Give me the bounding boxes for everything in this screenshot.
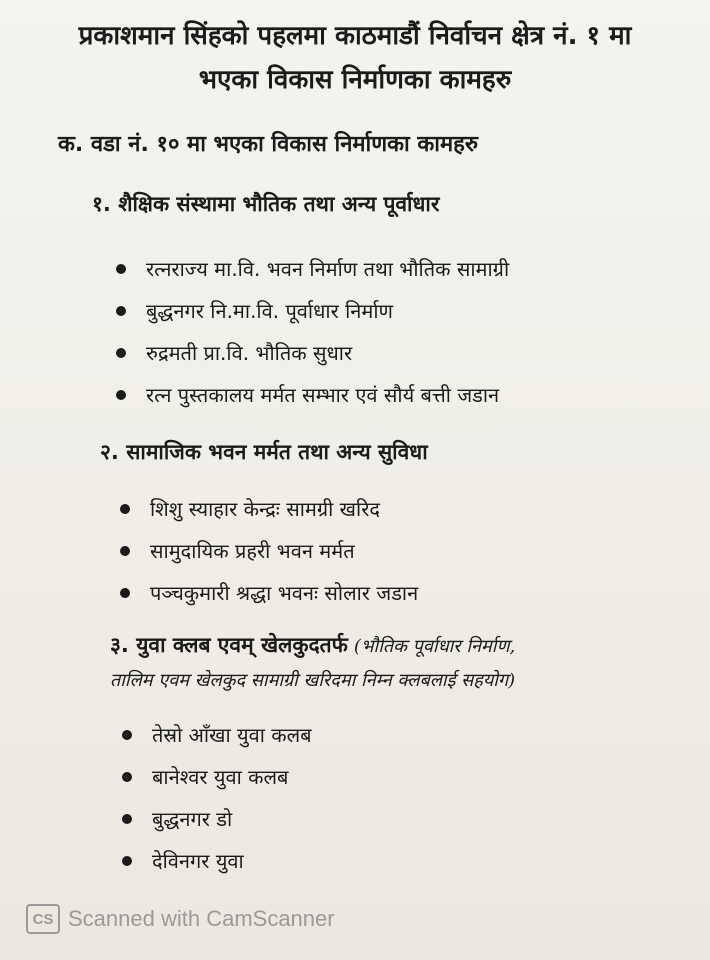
list-item: बानेश्वर युवा कलब [152,756,312,798]
list-item: सामुदायिक प्रहरी भवन मर्मत [150,530,418,572]
bullet-icon [122,856,132,866]
list-item: बुद्धनगर डो [152,798,312,840]
sub1-list [146,248,509,416]
title-line-1: प्रकाशमान सिंहको पहलमा काठमाडौं निर्वाचन क्षेत्र नं. १ मा [78,21,632,51]
list-item: शिशु स्याहार केन्द्रः सामग्री खरिद [150,488,418,530]
bullet-icon [116,306,126,316]
bullet-icon [116,348,126,358]
list-item: देविनगर युवा [152,840,312,882]
bullet-icon [122,814,132,824]
section-ka-heading: क. वडा नं. १० मा भएका विकास निर्माणका कामहरु [58,132,479,157]
bullet-icon [122,772,132,782]
list-item: तेस्रो आँखा युवा कलब [152,714,312,756]
sub3-heading: ३. युवा क्लब एवम् खेलकुदतर्फ [110,633,348,657]
bullet-icon [120,588,130,598]
sub2-list [150,488,418,614]
list-item: रत्न पुस्तकालय मर्मत सम्भार एवं सौर्य बत्ती जडान [146,374,509,416]
bullet-icon [122,730,132,740]
sub3-heading-block [110,628,690,698]
page-title [18,14,692,102]
list-item: पञ्चकुमारी श्रद्धा भवनः सोलार जडान [150,572,418,614]
camscanner-watermark [26,904,335,934]
sub2-heading: २. सामाजिक भवन मर्मत तथा अन्य सुविधा [100,440,428,464]
sub3-note-line-2: तालिम एवम खेलकुद सामाग्री खरिदमा निम्न क्लबलाई सहयोग) [110,670,516,691]
bullet-icon [116,390,126,400]
list-item: रुद्रमती प्रा.वि. भौतिक सुधार [146,332,509,374]
sub3-list [152,714,312,882]
bullet-icon [120,504,130,514]
bullet-icon [116,264,126,274]
list-item: रत्नराज्य मा.वि. भवन निर्माण तथा भौतिक सामाग्री [146,248,509,290]
watermark-text: Scanned with CamScanner [68,906,335,931]
camscanner-logo-icon: CS [26,904,60,934]
bullet-icon [120,546,130,556]
title-line-2: भएका विकास निर्माणका कामहरु [198,65,512,95]
list-item: बुद्धनगर नि.मा.वि. पूर्वाधार निर्माण [146,290,509,332]
sub3-note-line-1: (भौतिक पूर्वाधार निर्माण, [353,636,516,657]
sub1-heading: १. शैक्षिक संस्थामा भौतिक तथा अन्य पूर्वाधार [92,192,440,216]
